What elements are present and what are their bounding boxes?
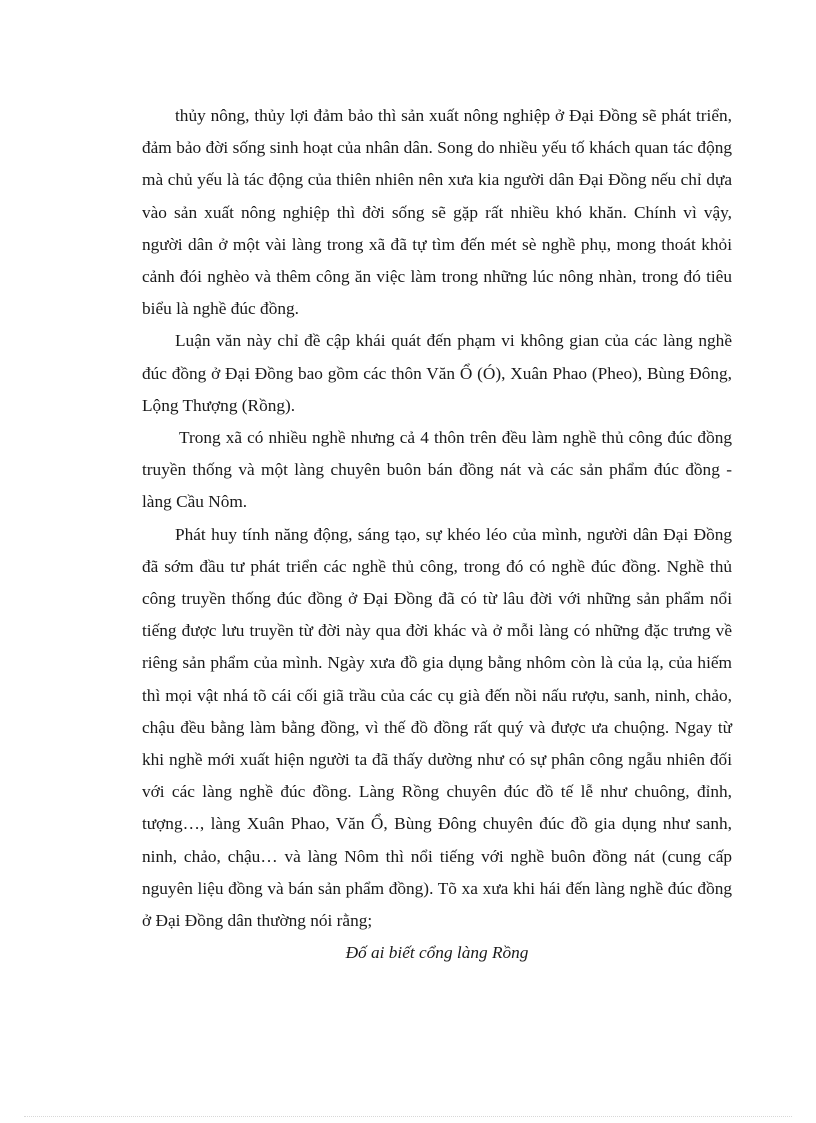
paragraph-2: Luận văn này chỉ đề cập khái quát đến phạm vi không gian của các làng nghề đúc đồng ở Đại Đồng bao gồm các thôn Văn Ổ (Ó), Xuân Phao (Pheo), Bùng Đông, Lộng Thượng (Rồng). <box>142 331 732 415</box>
paragraph-1: thủy nông, thủy lợi đảm bảo thì sản xuất nông nghiệp ở Đại Đồng sẽ phát triển, đảm bảo đời sống sinh hoạt của nhân dân. Song do nhiều yếu tố khách quan tác động mà chủ yếu là tác động của thiên nhiên nên xưa kia người dân Đại Đồng nếu chỉ dựa vào sản xuất nông nghiệp thì đời sống sẽ gặp rất nhiều khó khăn. Chính vì vậy, người dân ở một vài làng trong xã đã tự tìm đến mét sè nghề phụ, mong thoát khỏi cảnh đói nghèo và thêm công ăn việc làm trong những lúc nông nhàn, trong đó tiêu biểu là nghề đúc đồng. <box>142 106 732 319</box>
paragraph-4: Phát huy tính năng động, sáng tạo, sự khéo léo của mình, người dân Đại Đồng đã sớm đầu tư phát triển các nghề thủ công, trong đó có nghề đúc đồng. Nghề thủ công truyền thống đúc đồng ở Đại Đồng đã có từ lâu đời với những sản phẩm nổi tiếng được lưu truyền từ đời này qua đời khác và ở mỗi làng có những đặc trưng về riêng sản phẩm của mình. Ngày xưa đồ gia dụng bằng nhôm còn là của lạ, của hiếm thì mọi vật nhá tõ cái cối giã trầu của các cụ già đến nồi nấu rượu, sanh, ninh, chảo, chậu đều bằng làm bằng đồng, vì thế đồ đồng rất quý và được ưa chuộng. Ngay từ khi nghề mới xuất hiện người ta đã thấy dường như có sự phân công ngẫu nhiên đối với các làng nghề đúc đồng. Làng Rồng chuyên đúc đồ tế lễ như chuông, đỉnh, tượng…, làng Xuân Phao, Văn Ổ, Bùng Đông chuyên đúc đồ gia dụng như sanh, ninh, chảo, chậu… và làng Nôm thì nổi tiếng với nghề buôn đồng nát (cung cấp nguyên liệu đồng và bán sản phẩm đồng). Tõ xa xưa khi hái đến làng nghề đúc đồng ở Đại Đồng dân thường nói rằng; <box>142 524 732 931</box>
page-bottom-divider <box>24 1116 792 1117</box>
verse-line: Đố ai biết cổng làng Rồng <box>345 943 529 963</box>
paragraph-3: Trong xã có nhiều nghề nhưng cả 4 thôn trên đều làm nghề thủ công đúc đồng truyền thống và một làng chuyên buôn bán đồng nát và các sản phẩm đúc đồng - làng Cầu Nôm. <box>142 428 732 512</box>
body-text <box>142 100 732 969</box>
